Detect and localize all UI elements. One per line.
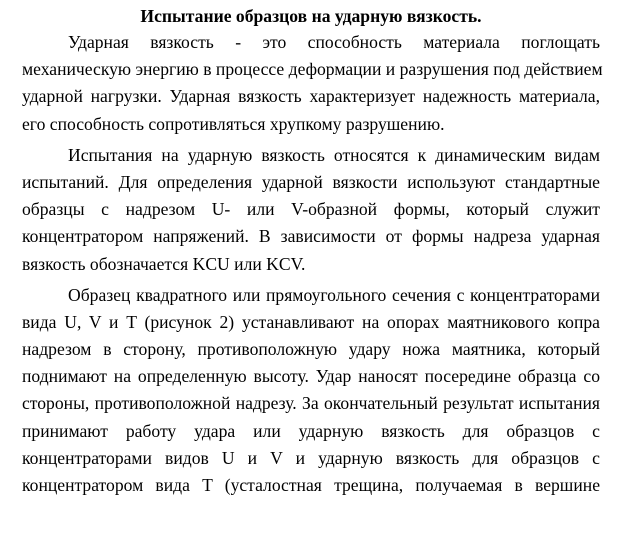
paragraph-line: Испытания на ударную вязкость относятся к динамическим видам xyxy=(68,144,600,165)
paragraph-line: ударной нагрузки. Ударная вязкость характеризует надежность материала, xyxy=(22,86,600,107)
paragraph-line: концентраторами видов U и V и ударную вязкость для образцов с xyxy=(22,447,600,468)
paragraph-line: надрезом в сторону, противоположную удару ножа маятника, который xyxy=(22,339,600,360)
paragraph-line: концентратором вида T (усталостная трещина, получаемая в вершине xyxy=(22,475,600,495)
paragraph-2 xyxy=(22,142,600,278)
paragraph-line: стороны, противоположной надрезу. За окончательный результат испытания xyxy=(22,393,600,414)
paragraph-line: испытаний. Для определения ударной вязкости используют стандартные xyxy=(22,171,600,192)
paragraph-line: его способность сопротивляться хрупкому разрушению. xyxy=(22,113,445,134)
paragraph-line: вида U, V и T (рисунок 2) устанавливают на опорах маятникового копра xyxy=(22,311,600,332)
paragraph-line: вязкость обозначается KCU или KCV. xyxy=(22,253,306,274)
document-page xyxy=(22,0,603,503)
paragraph-line: образцы с надрезом U- или V-образной формы, который служит xyxy=(22,199,600,220)
paragraph-line: Ударная вязкость - это способность материала поглощать xyxy=(68,32,600,52)
paragraph-line: механическую энергию в процессе деформации и разрушения под действием xyxy=(22,59,603,80)
paragraph-line: поднимают на определенную высоту. Удар наносят посередине образца со xyxy=(22,366,600,387)
paragraph-line: принимают работу удара или ударную вязкость для образцов с xyxy=(22,420,600,441)
paragraph-line: концентратором напряжений. В зависимости от формы надреза ударная xyxy=(22,226,600,247)
document-title: Испытание образцов на ударную вязкость. xyxy=(140,6,482,26)
paragraph-3 xyxy=(22,282,600,500)
paragraph-1 xyxy=(22,29,603,138)
paragraph-line: Образец квадратного или прямоугольного сечения с концентраторами xyxy=(68,284,600,305)
